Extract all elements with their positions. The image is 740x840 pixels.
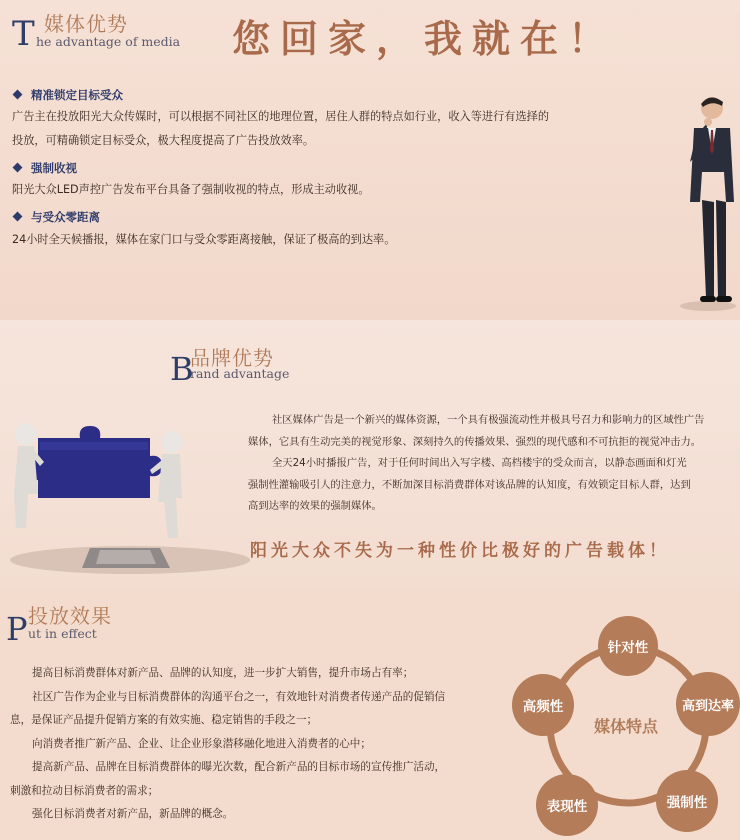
businessman-figure xyxy=(672,92,738,312)
diamond-icon xyxy=(13,90,23,100)
media-advantage-section xyxy=(0,0,740,320)
feature-node-reach: 高到达率 xyxy=(676,672,740,736)
brand-paragraph: 社区媒体广告是一个新兴的媒体资源，一个具有极强流动性并极具号召力和影响力的区域性广告 媒体，它具有生动完美的视觉形象、深刻持久的传播效果、强烈的现代感和不可抗拒的视觉冲击力。 全天24小时播报广告，对于任何时间出入写字楼、高档楼宇的受众而言，以静态画面和灯光 强制性灌输吸引人的注意力，不断加深目标消费群体对该品牌的认知度，有效锁定目标人群，达到 高到达率的效果的强制媒体。 xyxy=(248,414,705,512)
bullet-heading: 精准锁定目标受众 xyxy=(14,87,123,103)
bullet-text: 广告主在投放阳光大众传媒时，可以根据不同社区的地理位置，居住人群的特点如行业，收入等进行有选择的 投放，可精确锁定目标受众，极大程度提高了广告投放效率。 xyxy=(12,110,550,147)
section-initial: B xyxy=(170,350,194,388)
diamond-icon xyxy=(13,163,23,173)
brand-slogan: 阳光大众不失为一种性价比极好的广告载体！ xyxy=(250,541,670,561)
effect-paragraph: 提高目标消费群体对新产品、品牌的认知度，进一步扩大销售，提升市场占有率； 社区广告作为企业与目标消费群体的沟通平台之一，有效地针对消费者传递产品的促销信 息，是保证产品提升促销方案的有效实施、稳定销售的手段之一； 向消费者推广新产品、企业、让企业形象潜移融化地进入消费者的心中； 提高新产品、品牌在目标消费群体的曝光次数，配合新产品的目标市场的宣传推广活动， 刺激和拉动目标消费者的需求； 强化目标消费者对新产品，新品牌的概念。 xyxy=(10,667,446,820)
bullet-heading: 与受众零距离 xyxy=(14,209,100,225)
bullet-text: 24小时全天候播报，媒体在家门口与受众零距离接触，保证了极高的到达率。 xyxy=(12,233,396,246)
section-title: 媒体优势 xyxy=(44,12,128,36)
feature-node-targeting: 针对性 xyxy=(598,616,658,676)
brand-advantage-section xyxy=(0,320,740,590)
section-subtitle: ut in effect xyxy=(28,626,97,641)
section-title: 投放效果 xyxy=(28,604,112,628)
feature-node-expressive: 表现性 xyxy=(536,774,598,836)
media-features-diagram xyxy=(510,610,740,840)
slogan-headline: 您回家，我就在！ xyxy=(232,16,617,61)
section-initial: P xyxy=(6,610,28,648)
put-in-effect-section xyxy=(0,590,740,840)
feature-node-frequency: 高频性 xyxy=(512,674,574,736)
diagram-center-label: 媒体特点 xyxy=(594,717,659,736)
feature-node-mandatory: 强制性 xyxy=(656,770,718,832)
section-initial: T xyxy=(12,14,35,54)
puzzle-illustration xyxy=(0,398,260,578)
bullet-text: 阳光大众LED声控广告发布平台具备了强制收视的特点，形成主动收视。 xyxy=(12,183,370,196)
diamond-icon xyxy=(13,212,23,222)
section-subtitle: he advantage of media xyxy=(36,34,181,49)
section-title: 品牌优势 xyxy=(190,346,274,370)
section-subtitle: rand advantage xyxy=(190,366,290,381)
bullet-heading: 强制收视 xyxy=(14,160,77,176)
